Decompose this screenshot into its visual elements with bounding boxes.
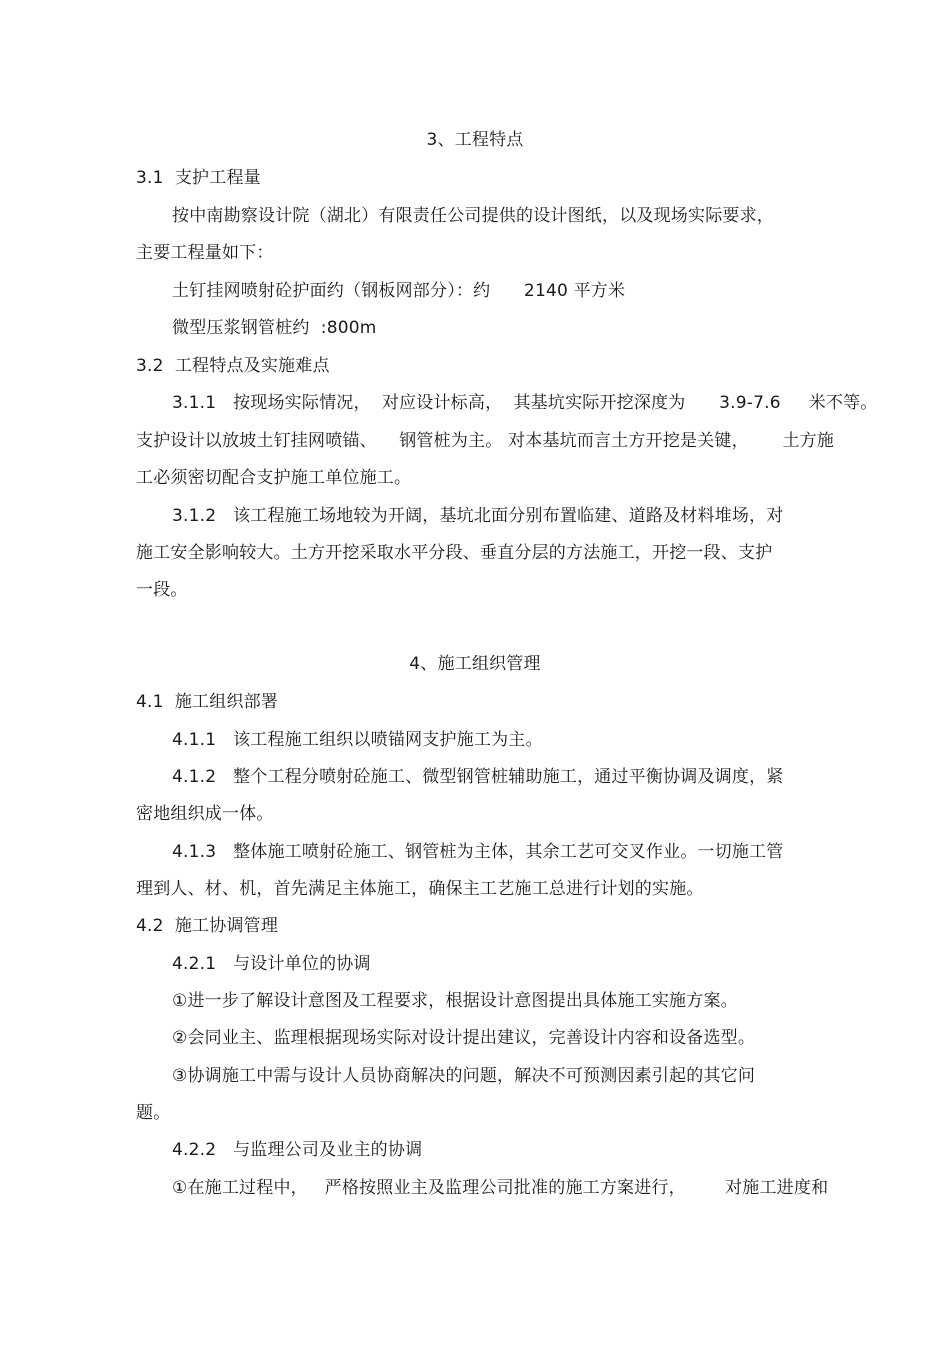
paragraph-line: 理到人、材、机，首先满足主体施工，确保主工艺施工总进行计划的实施。 xyxy=(136,879,704,899)
paragraph-line: ③协调施工中需与设计人员协商解决的问题，解决不可预测因素引起的其它问 xyxy=(172,1066,756,1086)
heading-3-2: 3.2 工程特点及实施难点 xyxy=(136,356,330,376)
paragraph-line: 一段。 xyxy=(136,580,188,600)
paragraph-line: 4.2.1 与设计单位的协调 xyxy=(172,954,371,974)
paragraph-line: 3.1.1 按现场实际情况， 对应设计标高， 其基坑实际开挖深度为 3.9-7.6 米不等。 xyxy=(172,393,878,413)
paragraph-line: 密地组织成一体。 xyxy=(136,804,274,824)
paragraph-line: 支护设计以放坡土钉挂网喷锚、 钢管桩为主。 对本基坑而言土方开挖是关键， 土方施 xyxy=(136,431,835,451)
paragraph-line: ①进一步了解设计意图及工程要求，根据设计意图提出具体施工实施方案。 xyxy=(172,991,738,1011)
paragraph-line: 题。 xyxy=(136,1103,171,1123)
section-title-3: 3、工程特点 xyxy=(426,130,524,150)
paragraph-line: 3.1.2 该工程施工场地较为开阔，基坑北面分别布置临建、道路及材料堆场，对 xyxy=(172,506,784,526)
heading-3-1: 3.1 支护工程量 xyxy=(136,168,261,188)
heading-4-2: 4.2 施工协调管理 xyxy=(136,916,279,936)
paragraph-line: 4.1.2 整个工程分喷射砼施工、微型钢管桩辅助施工，通过平衡协调及调度，紧 xyxy=(172,767,784,787)
paragraph-line: ②会同业主、监理根据现场实际对设计提出建议，完善设计内容和设备选型。 xyxy=(172,1028,756,1048)
paragraph-line: 施工安全影响较大。土方开挖采取水平分段、垂直分层的方法施工，开挖一段、支护 xyxy=(136,543,773,563)
paragraph-line: 4.2.2 与监理公司及业主的协调 xyxy=(172,1140,423,1160)
paragraph-line: 工必须密切配合支护施工单位施工。 xyxy=(136,468,412,488)
paragraph-line: 4.1.3 整体施工喷射砼施工、钢管桩为主体，其余工艺可交叉作业。一切施工管 xyxy=(172,842,784,862)
paragraph-line: 土钉挂网喷射砼护面约（钢板网部分）：约 2140 平方米 xyxy=(172,281,626,301)
paragraph-line: 主要工程量如下： xyxy=(136,243,274,263)
heading-4-1: 4.1 施工组织部署 xyxy=(136,692,279,712)
paragraph-line: 4.1.1 该工程施工组织以喷锚网支护施工为主。 xyxy=(172,730,543,750)
section-title-4: 4、施工组织管理 xyxy=(409,654,541,674)
paragraph-line: ①在施工过程中， 严格按照业主及监理公司批准的施工方案进行， 对施工进度和 xyxy=(172,1178,829,1198)
paragraph-line: 按中南勘察设计院（湖北）有限责任公司提供的设计图纸，以及现场实际要求， xyxy=(172,206,774,226)
paragraph-line: 微型压浆钢管桩约 :800m xyxy=(172,318,377,338)
